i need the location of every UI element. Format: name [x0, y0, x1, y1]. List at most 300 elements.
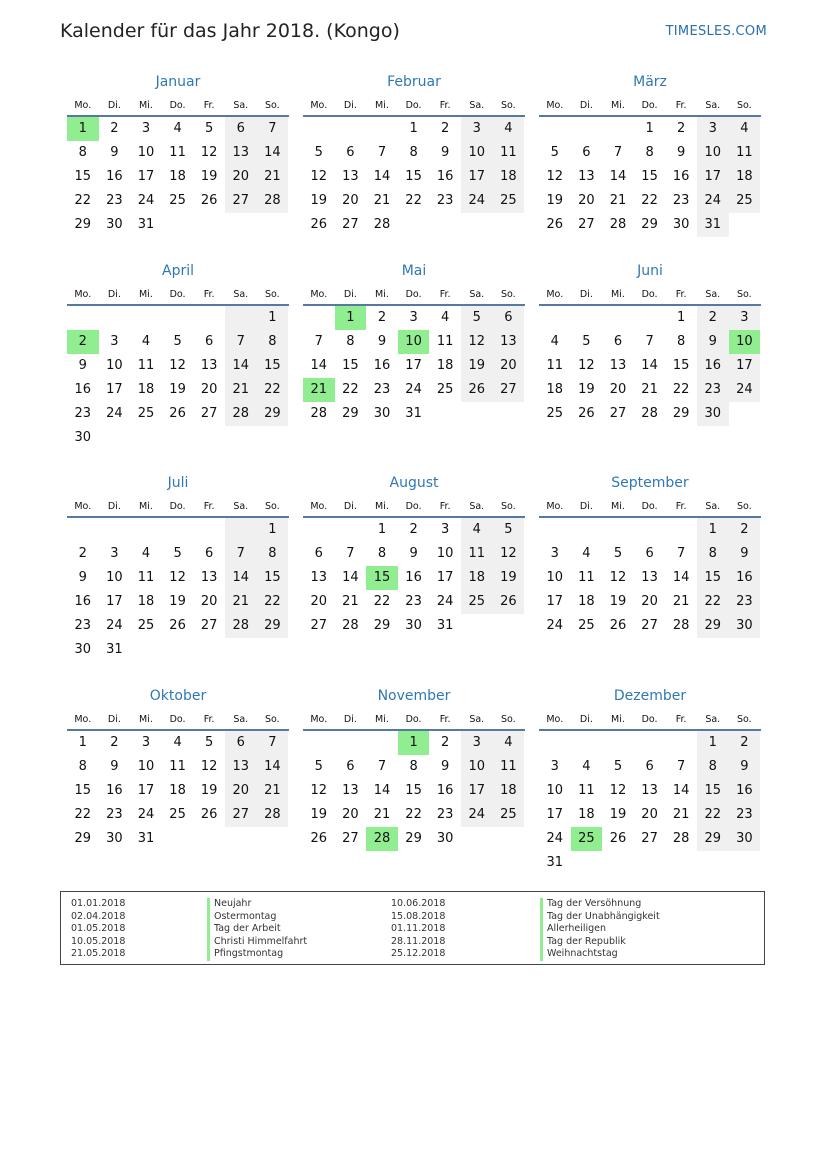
day-cell: 8: [78, 759, 87, 774]
weekend-day-cell: 6: [225, 117, 257, 141]
month-title: Januar: [155, 74, 201, 90]
weekend-day-cell: 29: [697, 827, 729, 851]
empty-cell: [398, 213, 430, 237]
weekend-day-cell: 1: [257, 518, 289, 542]
day-cell: 20: [609, 382, 627, 397]
weekend-day-cell: 20: [225, 779, 257, 803]
day-cell: 16: [106, 783, 123, 798]
holiday-day-cell: 10: [729, 330, 761, 354]
day-cell: 4: [141, 334, 151, 349]
empty-cell: [461, 614, 493, 638]
day-cell: 24: [546, 831, 564, 846]
holiday-day-cell: 10: [398, 330, 430, 354]
weekend-day-cell: 22: [257, 590, 289, 614]
day-cell: 28: [672, 831, 690, 846]
empty-cell: [697, 851, 729, 875]
day-cell: 19: [310, 193, 328, 208]
weekend-day-cell: 15: [697, 779, 729, 803]
empty-cell: [729, 851, 761, 875]
weekend-day-cell: 17: [461, 165, 493, 189]
empty-cell: [461, 213, 493, 237]
weekday-label: Do.: [169, 288, 186, 300]
empty-cell: [493, 402, 525, 426]
day-cell: 9: [110, 759, 119, 774]
empty-cell: [162, 213, 194, 237]
day-cell: 19: [609, 594, 627, 609]
day-cell: 16: [373, 358, 391, 373]
weekend-day-cell: 3: [697, 117, 729, 141]
day-cell: 13: [342, 783, 359, 798]
month-title: April: [162, 263, 194, 279]
day-cell: 28: [609, 217, 627, 232]
day-cell: 13: [641, 570, 658, 585]
day-cell: 24: [137, 807, 155, 822]
day-cell: 30: [106, 217, 123, 232]
weekday-label: Fr.: [675, 500, 687, 512]
day-cell: 24: [546, 618, 564, 633]
day-cell: 20: [342, 193, 359, 208]
day-cell: 7: [613, 145, 623, 160]
empty-cell: [602, 851, 634, 875]
day-cell: 28: [310, 406, 328, 421]
day-cell: 26: [609, 618, 627, 633]
day-cell: 8: [346, 334, 355, 349]
day-cell: 20: [200, 382, 218, 397]
empty-cell: [729, 402, 761, 426]
weekend-day-cell: 15: [697, 566, 729, 590]
day-cell: 7: [677, 759, 686, 774]
weekend-day-cell: 16: [697, 354, 729, 378]
empty-cell: [461, 827, 493, 851]
day-cell: 5: [173, 334, 182, 349]
day-cell: 16: [436, 783, 454, 798]
weekend-day-cell: 8: [697, 755, 729, 779]
holiday-day-cell: 1: [67, 117, 99, 141]
weekend-day-cell: 4: [461, 518, 493, 542]
day-cell: 5: [613, 546, 623, 561]
day-cell: 9: [441, 759, 450, 774]
day-cell: 24: [106, 618, 123, 633]
weekday-label: Mo.: [546, 713, 564, 725]
weekend-day-cell: 1: [697, 518, 729, 542]
day-cell: 9: [78, 358, 87, 373]
month-block: [539, 686, 761, 875]
weekend-day-cell: 2: [697, 306, 729, 330]
day-cell: 24: [436, 594, 454, 609]
weekend-day-cell: 23: [729, 590, 761, 614]
weekday-label: So.: [265, 713, 280, 725]
day-cell: 6: [346, 759, 355, 774]
weekday-label: Mi.: [375, 288, 389, 300]
day-cell: 12: [546, 169, 564, 184]
day-cell: 1: [409, 121, 418, 136]
holiday-legend: [60, 891, 765, 965]
holiday-name: Tag der Republik: [540, 936, 660, 949]
day-cell: 24: [405, 382, 422, 397]
month-block: [539, 261, 761, 426]
weekend-day-cell: 7: [257, 731, 289, 755]
weekday-label: Do.: [405, 288, 422, 300]
weekend-day-cell: 9: [729, 755, 761, 779]
weekday-label: Sa.: [469, 713, 485, 725]
brand-link[interactable]: TIMESLES.COM: [665, 24, 767, 39]
empty-cell: [634, 518, 666, 542]
day-cell: 23: [373, 382, 391, 397]
empty-cell: [634, 731, 666, 755]
day-cell: 2: [110, 735, 119, 750]
day-cell: 28: [373, 217, 391, 232]
day-cell: 6: [346, 145, 355, 160]
day-cell: 17: [436, 570, 454, 585]
weekday-label: Di.: [343, 713, 357, 725]
day-cell: 13: [200, 570, 218, 585]
day-cell: 28: [342, 618, 359, 633]
day-cell: 27: [200, 618, 218, 633]
day-cell: 13: [342, 169, 359, 184]
weekday-label: Mi.: [375, 713, 389, 725]
day-cell: 10: [546, 783, 564, 798]
day-cell: 2: [441, 121, 450, 136]
weekday-label: Di.: [107, 99, 121, 111]
weekend-day-cell: 30: [697, 402, 729, 426]
month-block: [67, 261, 289, 450]
weekend-day-cell: 31: [697, 213, 729, 237]
day-cell: 25: [137, 406, 155, 421]
day-cell: 13: [310, 570, 328, 585]
weekday-label: Sa.: [469, 500, 485, 512]
weekend-day-cell: 10: [697, 141, 729, 165]
empty-cell: [602, 518, 634, 542]
day-cell: 31: [436, 618, 454, 633]
holiday-date: 10.05.2018: [71, 935, 126, 947]
day-grid: [67, 306, 289, 450]
empty-cell: [665, 851, 697, 875]
empty-cell: [429, 402, 461, 426]
day-cell: 3: [141, 735, 151, 750]
weekday-label: Do.: [169, 500, 186, 512]
day-cell: 15: [672, 358, 690, 373]
weekend-day-cell: 8: [257, 542, 289, 566]
weekday-label: Do.: [405, 713, 422, 725]
day-cell: 11: [137, 570, 155, 585]
day-cell: 14: [641, 358, 658, 373]
day-cell: 4: [550, 334, 559, 349]
day-cell: 29: [373, 618, 391, 633]
empty-cell: [257, 426, 289, 450]
weekday-label: Mi.: [611, 713, 625, 725]
weekday-label: Sa.: [469, 288, 485, 300]
day-cell: 20: [641, 594, 658, 609]
weekday-label: Do.: [641, 500, 658, 512]
holiday-dates-right: [391, 898, 445, 961]
holiday-day-cell: 1: [335, 306, 367, 330]
weekend-day-cell: 27: [225, 189, 257, 213]
day-cell: 1: [645, 121, 654, 136]
day-cell: 14: [373, 783, 391, 798]
empty-cell: [366, 117, 398, 141]
day-cell: 21: [672, 807, 690, 822]
empty-cell: [571, 731, 603, 755]
holiday-day-cell: 15: [366, 566, 398, 590]
holiday-name: Pfingstmontag: [207, 948, 307, 961]
weekday-label: Fr.: [439, 500, 451, 512]
day-cell: 14: [310, 358, 328, 373]
weekday-header: [303, 95, 525, 117]
weekend-day-cell: 25: [461, 590, 493, 614]
empty-cell: [193, 426, 225, 450]
day-cell: 18: [169, 783, 186, 798]
weekday-label: Sa.: [705, 713, 721, 725]
day-grid: [67, 518, 289, 662]
month-title: August: [389, 475, 439, 491]
empty-cell: [539, 306, 571, 330]
weekend-day-cell: 2: [729, 518, 761, 542]
empty-cell: [602, 306, 634, 330]
holiday-day-cell: 28: [366, 827, 398, 851]
weekday-label: Mo.: [546, 500, 564, 512]
weekday-label: Di.: [343, 500, 357, 512]
holiday-date: 10.06.2018: [391, 898, 446, 909]
weekend-day-cell: 21: [225, 590, 257, 614]
weekend-day-cell: 13: [493, 330, 525, 354]
day-cell: 17: [137, 169, 155, 184]
weekend-day-cell: 13: [225, 755, 257, 779]
day-cell: 31: [137, 217, 155, 232]
day-cell: 7: [377, 759, 387, 774]
weekend-day-cell: 6: [493, 306, 525, 330]
day-cell: 26: [200, 193, 218, 208]
day-cell: 21: [641, 382, 658, 397]
weekend-day-cell: 3: [461, 117, 493, 141]
weekday-label: So.: [737, 713, 752, 725]
day-cell: 9: [110, 145, 119, 160]
day-cell: 8: [409, 145, 418, 160]
empty-cell: [493, 213, 525, 237]
day-grid: [67, 731, 289, 851]
day-cell: 30: [106, 831, 123, 846]
day-cell: 8: [677, 334, 686, 349]
weekday-header: [67, 284, 289, 306]
holiday-names-left: [207, 898, 307, 961]
day-cell: 19: [200, 169, 218, 184]
day-cell: 26: [310, 831, 328, 846]
holiday-name: Tag der Versöhnung: [540, 898, 660, 911]
month-title: Februar: [387, 74, 441, 90]
day-cell: 7: [314, 334, 323, 349]
day-cell: 12: [310, 169, 328, 184]
weekday-label: Fr.: [439, 99, 451, 111]
holiday-date: 15.08.2018: [391, 910, 446, 922]
day-cell: 5: [314, 145, 323, 160]
weekend-day-cell: 4: [493, 117, 525, 141]
weekend-day-cell: 28: [225, 402, 257, 426]
weekend-day-cell: 29: [257, 614, 289, 638]
day-cell: 13: [200, 358, 218, 373]
empty-cell: [225, 306, 257, 330]
month-block: [539, 473, 761, 638]
holiday-day-cell: 21: [303, 378, 335, 402]
day-cell: 23: [436, 193, 454, 208]
empty-cell: [130, 426, 162, 450]
weekday-label: Mo.: [546, 288, 564, 300]
empty-cell: [257, 827, 289, 851]
month-block: [303, 473, 525, 638]
weekday-label: Fr.: [203, 99, 215, 111]
weekday-label: Sa.: [233, 288, 249, 300]
day-cell: 15: [405, 783, 422, 798]
day-cell: 6: [205, 546, 214, 561]
day-cell: 11: [169, 145, 186, 160]
month-title: Oktober: [149, 688, 207, 704]
empty-cell: [130, 638, 162, 662]
weekend-day-cell: 23: [729, 803, 761, 827]
day-cell: 17: [106, 382, 123, 397]
holiday-date: 25.12.2018: [391, 948, 446, 959]
weekend-day-cell: 7: [257, 117, 289, 141]
day-cell: 2: [441, 735, 450, 750]
day-cell: 23: [74, 406, 92, 421]
month-block: [303, 686, 525, 851]
weekend-day-cell: 14: [257, 755, 289, 779]
empty-cell: [335, 518, 367, 542]
holiday-name: Ostermontag: [207, 911, 307, 924]
weekend-day-cell: 28: [225, 614, 257, 638]
holiday-date: 01.11.2018: [391, 923, 446, 934]
day-grid: [539, 731, 761, 875]
day-cell: 19: [169, 594, 186, 609]
weekend-day-cell: 26: [493, 590, 525, 614]
weekend-day-cell: 27: [225, 803, 257, 827]
holiday-date: 02.04.2018: [71, 910, 126, 922]
weekday-label: Mo.: [74, 713, 92, 725]
month-block: [303, 261, 525, 426]
holiday-date: 28.11.2018: [391, 935, 446, 947]
weekend-day-cell: 22: [697, 803, 729, 827]
day-cell: 3: [550, 546, 559, 561]
weekend-day-cell: 13: [225, 141, 257, 165]
weekend-day-cell: 22: [257, 378, 289, 402]
day-cell: 11: [137, 358, 155, 373]
day-cell: 26: [169, 406, 186, 421]
day-cell: 10: [106, 358, 123, 373]
weekday-label: So.: [737, 288, 752, 300]
weekend-day-cell: 18: [493, 165, 525, 189]
month-title: November: [377, 688, 451, 704]
weekend-day-cell: 27: [493, 378, 525, 402]
weekday-label: So.: [501, 99, 516, 111]
day-cell: 20: [310, 594, 328, 609]
weekend-day-cell: 29: [697, 614, 729, 638]
weekend-day-cell: 8: [697, 542, 729, 566]
holiday-date: 01.01.2018: [71, 898, 126, 909]
weekday-label: Fr.: [203, 288, 215, 300]
weekday-label: Mi.: [139, 99, 153, 111]
day-cell: 22: [342, 382, 359, 397]
empty-cell: [193, 518, 225, 542]
weekend-day-cell: 7: [225, 542, 257, 566]
day-grid: [303, 731, 525, 851]
day-cell: 10: [137, 145, 155, 160]
day-cell: 12: [169, 358, 186, 373]
empty-cell: [130, 518, 162, 542]
day-cell: 5: [205, 121, 214, 136]
weekend-day-cell: 18: [729, 165, 761, 189]
empty-cell: [193, 306, 225, 330]
weekend-day-cell: 9: [697, 330, 729, 354]
day-cell: 2: [110, 121, 119, 136]
weekday-label: Di.: [343, 288, 357, 300]
day-cell: 13: [578, 169, 595, 184]
month-block: [67, 72, 289, 237]
weekday-label: Di.: [579, 500, 593, 512]
empty-cell: [303, 306, 335, 330]
day-cell: 25: [169, 807, 186, 822]
weekend-day-cell: 1: [697, 731, 729, 755]
day-cell: 19: [546, 193, 564, 208]
weekday-label: Mo.: [310, 713, 328, 725]
empty-cell: [225, 518, 257, 542]
weekend-day-cell: 24: [729, 378, 761, 402]
day-cell: 29: [405, 831, 422, 846]
weekend-day-cell: 11: [493, 755, 525, 779]
day-cell: 8: [409, 759, 418, 774]
day-cell: 28: [641, 406, 658, 421]
weekday-label: Di.: [107, 288, 121, 300]
weekday-label: Do.: [641, 99, 658, 111]
day-cell: 6: [613, 334, 623, 349]
empty-cell: [67, 518, 99, 542]
day-cell: 3: [141, 121, 151, 136]
weekday-label: Sa.: [469, 99, 485, 111]
day-cell: 31: [137, 831, 155, 846]
weekday-header: [539, 496, 761, 518]
weekday-label: Sa.: [705, 288, 721, 300]
day-cell: 30: [436, 831, 454, 846]
day-cell: 9: [441, 145, 450, 160]
weekday-label: Do.: [641, 713, 658, 725]
weekend-day-cell: 4: [493, 731, 525, 755]
weekend-day-cell: 10: [461, 141, 493, 165]
empty-cell: [335, 731, 367, 755]
weekday-label: Mi.: [611, 288, 625, 300]
weekday-label: Fr.: [675, 99, 687, 111]
day-cell: 6: [314, 546, 323, 561]
empty-cell: [130, 306, 162, 330]
day-cell: 5: [173, 546, 182, 561]
weekday-label: Mo.: [310, 288, 328, 300]
holiday-date: 01.05.2018: [71, 923, 126, 934]
weekday-label: Sa.: [233, 99, 249, 111]
day-cell: 6: [205, 334, 214, 349]
weekend-day-cell: 16: [729, 566, 761, 590]
day-cell: 31: [546, 855, 564, 870]
weekend-day-cell: 16: [729, 779, 761, 803]
month-block: [303, 72, 525, 237]
weekday-header: [67, 95, 289, 117]
weekday-label: So.: [501, 713, 516, 725]
day-cell: 27: [342, 217, 359, 232]
weekday-header: [303, 496, 525, 518]
empty-cell: [303, 518, 335, 542]
weekday-label: Mo.: [546, 99, 564, 111]
day-cell: 23: [672, 193, 690, 208]
month-block: [67, 473, 289, 662]
holiday-name: Weihnachtstag: [540, 948, 660, 961]
day-cell: 30: [672, 217, 690, 232]
weekend-day-cell: 28: [257, 189, 289, 213]
weekday-label: Fr.: [675, 288, 687, 300]
weekend-day-cell: 9: [729, 542, 761, 566]
